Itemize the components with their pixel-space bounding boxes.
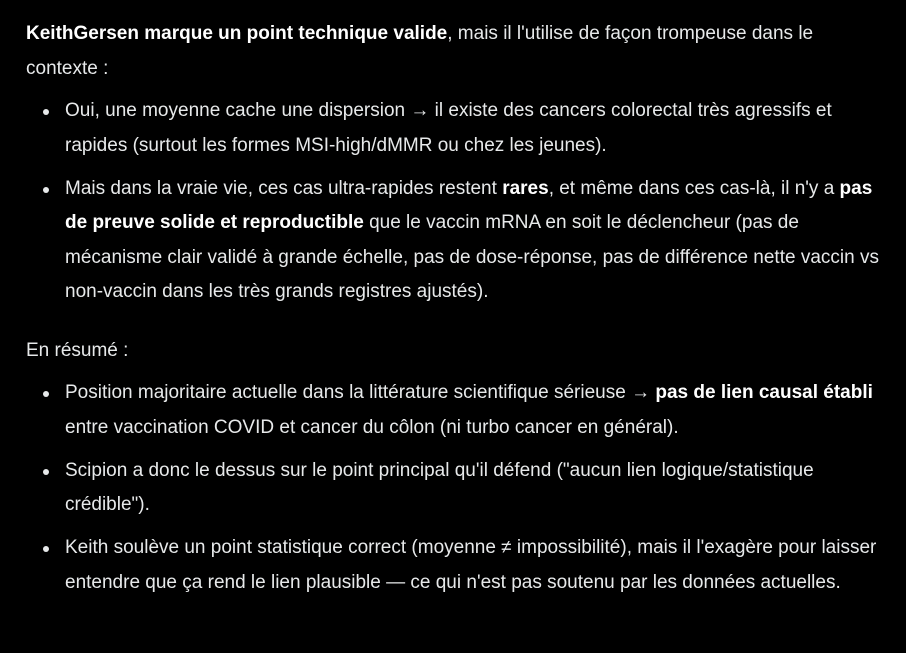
list-item-bold-text: rares bbox=[502, 177, 549, 199]
bullet-dot-icon bbox=[43, 391, 49, 397]
list-item-text: Position majoritaire actuelle dans la littérature scientifique sérieuse → bbox=[65, 382, 656, 403]
list-item-bold-text: pas de preuve solide et reproductible bbox=[65, 177, 873, 233]
list-item-text: Oui, une moyenne cache une dispersion → il existe des cancers colorectal très agressifs et rapides (surtout les formes MSI-high/dMMR ou chez les jeunes). bbox=[65, 100, 832, 156]
intro-bold-text: KeithGersen marque un point technique valide bbox=[26, 23, 448, 44]
list-item bbox=[26, 454, 888, 523]
list-item bbox=[26, 94, 888, 163]
bullet-dot-icon bbox=[43, 187, 49, 193]
summary-bullet-list bbox=[26, 376, 888, 600]
list-item-text: Keith soulève un point statistique correct (moyenne ≠ impossibilité), mais il l'exagère pour laisser entendre que ça rend le lien plausible — ce qui n'est pas soutenu par les données actuelles. bbox=[65, 537, 877, 593]
list-item bbox=[26, 376, 888, 445]
list-item-text: Mais dans la vraie vie, ces cas ultra-rapides restent bbox=[65, 177, 503, 199]
list-item-text: , et même dans ces cas-là, il n'y a bbox=[548, 177, 840, 199]
bullet-dot-icon bbox=[43, 109, 49, 115]
list-item-text: que le vaccin mRNA en soit le déclencheur (pas de mécanisme clair validé à grande échelle, pas de dose-réponse, pas de différence nette vaccin vs non-vaccin dans les très grands registres ajustés). bbox=[65, 212, 879, 302]
intro-bullet-list bbox=[26, 94, 888, 310]
list-item bbox=[26, 172, 888, 310]
summary-heading: En résumé : bbox=[26, 339, 129, 361]
list-item-text: entre vaccination COVID et cancer du côlon (ni turbo cancer en général). bbox=[65, 416, 679, 438]
list-item-text: Scipion a donc le dessus sur le point principal qu'il défend ("aucun lien logique/statistique crédible"). bbox=[65, 459, 814, 515]
intro-paragraph bbox=[26, 17, 888, 86]
bullet-dot-icon bbox=[43, 469, 49, 475]
bullet-dot-icon bbox=[43, 546, 49, 552]
list-item-bold-text: pas de lien causal établi bbox=[655, 382, 873, 403]
list-item bbox=[26, 531, 888, 600]
intro-text: , mais il l'utilise de façon trompeuse dans le contexte : bbox=[26, 23, 814, 79]
